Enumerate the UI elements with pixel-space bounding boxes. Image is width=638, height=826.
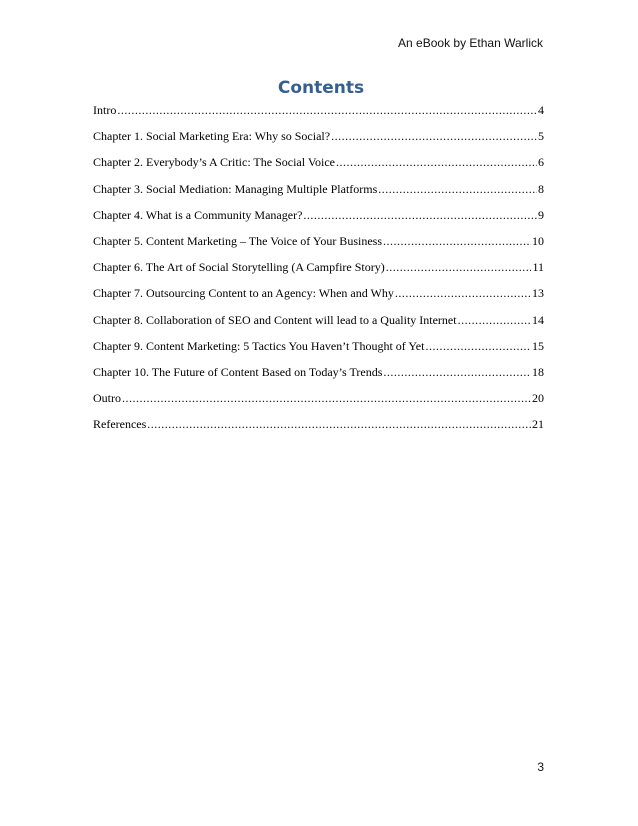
toc-entry-page: 15 (532, 338, 544, 353)
dot-leader (378, 180, 537, 198)
toc-entry[interactable] (93, 311, 544, 337)
toc-entry[interactable] (93, 415, 544, 441)
toc-entry-label: References (93, 417, 147, 432)
toc-entry[interactable] (93, 153, 544, 179)
toc-entry[interactable] (93, 127, 544, 153)
toc-entry-page: 5 (538, 129, 544, 144)
toc-entry-page: 4 (538, 103, 544, 117)
toc-entry-label: Intro (93, 103, 117, 117)
dot-leader (147, 415, 531, 433)
dot-leader (425, 337, 531, 355)
toc-entry-label: Outro (93, 391, 121, 406)
toc-entry-label: Chapter 1. Social Marketing Era: Why so Social? (93, 129, 331, 144)
toc-entry-label: Chapter 9. Content Marketing: 5 Tactics You Haven’t Thought of Yet (93, 338, 425, 353)
toc-entry-label: Chapter 8. Collaboration of SEO and Content will lead to a Quality Internet (93, 312, 457, 327)
running-header: An eBook by Ethan Warlick (398, 36, 543, 50)
table-of-contents (93, 101, 544, 441)
page-number: 3 (537, 760, 544, 774)
toc-entry[interactable] (93, 232, 544, 258)
toc-entry-page: 11 (532, 260, 544, 275)
page-title-text: Contents (277, 78, 365, 98)
dot-leader (331, 127, 537, 145)
toc-entry[interactable] (93, 389, 544, 415)
toc-entry-label: Chapter 7. Outsourcing Content to an Agency: When and Why (93, 286, 394, 301)
toc-entry-page: 9 (538, 207, 544, 222)
dot-leader (383, 363, 531, 381)
toc-entry[interactable] (93, 284, 544, 310)
toc-entry-page: 18 (532, 364, 544, 379)
toc-entry[interactable] (93, 101, 544, 127)
dot-leader (458, 311, 531, 329)
toc-entry-page: 8 (538, 181, 544, 196)
toc-entry-page: 21 (532, 417, 544, 432)
toc-entry-label: Chapter 10. The Future of Content Based on Today’s Trends (93, 364, 383, 379)
toc-entry-label: Chapter 4. What is a Community Manager? (93, 207, 303, 222)
dot-leader (386, 258, 532, 276)
dot-leader (336, 153, 537, 171)
dot-leader (117, 101, 537, 119)
toc-entry[interactable] (93, 206, 544, 232)
toc-entry-label: Chapter 5. Content Marketing – The Voice of Your Business (93, 233, 382, 248)
toc-entry-label: Chapter 6. The Art of Social Storytelling (A Campfire Story) (93, 260, 385, 275)
dot-leader (395, 284, 531, 302)
toc-entry-page: 13 (532, 286, 544, 301)
dot-leader (303, 206, 537, 224)
toc-entry-page: 14 (532, 312, 544, 327)
toc-entry-page: 10 (532, 233, 544, 248)
toc-entry-label: Chapter 3. Social Mediation: Managing Multiple Platforms (93, 181, 378, 196)
toc-entry[interactable] (93, 258, 544, 284)
dot-leader (122, 389, 531, 407)
toc-entry[interactable] (93, 337, 544, 363)
page-title (0, 78, 638, 98)
dot-leader (383, 232, 531, 250)
toc-entry[interactable] (93, 180, 544, 206)
toc-entry-label: Chapter 2. Everybody’s A Critic: The Social Voice (93, 155, 335, 170)
toc-entry[interactable] (93, 363, 544, 389)
toc-entry-page: 6 (538, 155, 544, 170)
toc-entry-page: 20 (532, 391, 544, 406)
